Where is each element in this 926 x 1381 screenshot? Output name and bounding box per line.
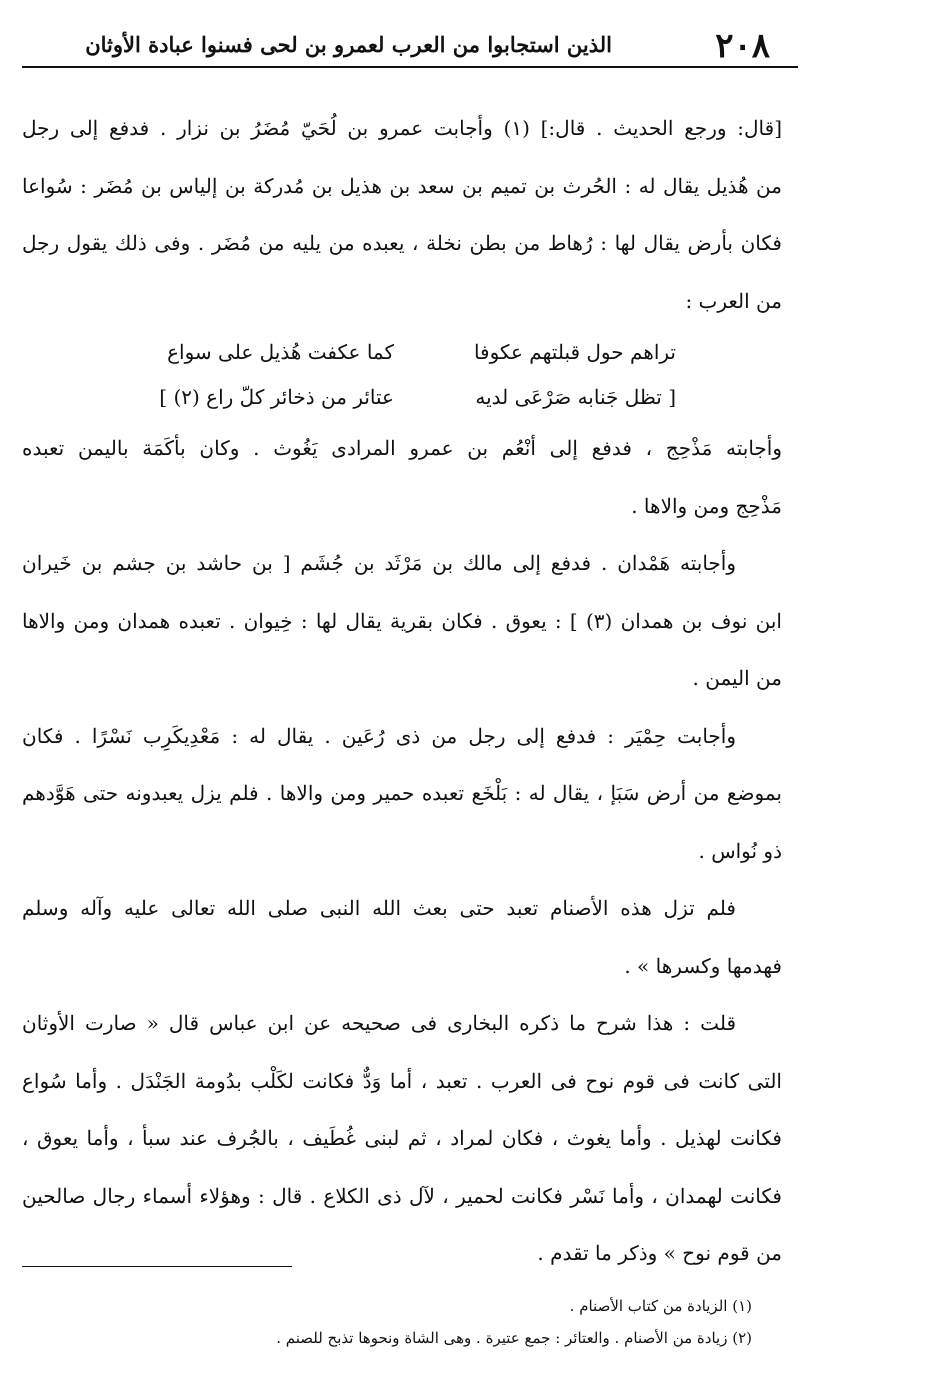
footnote-divider bbox=[22, 1266, 292, 1267]
page-header bbox=[22, 20, 798, 68]
text-line: قلت : هذا شرح ما ذكره البخارى فى صحيحه عن ابن عباس قال « صارت الأوثان bbox=[22, 1011, 736, 1035]
text-line: ذو نُواس . bbox=[698, 838, 782, 863]
footnotes bbox=[22, 1290, 782, 1354]
footnote: (١) الزيادة من كتاب الأصنام . bbox=[569, 1297, 752, 1315]
text-line: فلم تزل هذه الأصنام تعبد حتى بعث الله النبى صلى الله تعالى عليه وآله وسلم bbox=[22, 896, 736, 920]
text-line: فكان بأرض يقال لها : رُهاط من بطن نخلة ، يعبده من يليه من مُضَر . وفى ذلك يقول رجل bbox=[22, 231, 782, 255]
text-line: فكانت لهمدان ، وأما نَسْر فكانت لحمير ، لآل ذى الكلاع . قال : وهؤلاء أسماء رجال صالحين bbox=[22, 1183, 782, 1208]
text-line: وأجابت حِمْيَر : فدفع إلى رجل من ذى رُعَين . يقال له : مَعْدِيكَرِب نَسْرًا . فكان bbox=[22, 723, 736, 748]
poem-verse bbox=[22, 375, 782, 420]
footnote: (٢) زيادة من الأصنام . والعتائر : جمع عتيرة . وهى الشاة ونحوها تذبح للصنم . bbox=[276, 1329, 752, 1347]
text-line: من اليمن . bbox=[692, 666, 782, 690]
text-line: من قوم نوح » وذكر ما تقدم . bbox=[537, 1241, 782, 1265]
text-line: وأجابته مَذْحِج ، فدفع إلى أنْعُم بن عمرو المرادى يَغُوث . وكان بأكَمَة باليمن تعبده bbox=[22, 436, 782, 460]
verse-first-hemistich: تراهم حول قبلتهم عكوفا bbox=[473, 340, 676, 364]
running-title: الذين استجابوا من العرب لعمرو بن لحى فسنوا عبادة الأوثان bbox=[85, 32, 612, 57]
text-line: ابن نوف بن همدان (٣) ] : يعوق . فكان بقرية يقال لها : خِيوان . تعبده همدان ومن والاها bbox=[22, 608, 782, 633]
text-line: التى كانت فى قوم نوح فى العرب . تعبد ، أما وَدٌّ فكانت لكَلْب بدُومة الجَنْدَل . وأما سُواع bbox=[22, 1068, 782, 1093]
text-line: من العرب : bbox=[685, 288, 782, 313]
verse-second-hemistich: كما عكفت هُذيل على سواع bbox=[167, 340, 394, 364]
text-line: [قال: ورجع الحديث . قال:] (١) وأجابت عمرو بن لُحَيّ مُضَرُ بن نزار . فدفع إلى رجل bbox=[22, 116, 782, 140]
text-line: فهدمها وكسرها » . bbox=[624, 953, 782, 978]
text-line: وأجابته هَمْدان . فدفع إلى مالك بن مَرْثَد بن جُشَم [ بن حاشد بن جشم بن خَيران bbox=[22, 551, 736, 575]
poem-verse bbox=[22, 330, 782, 375]
verse-first-hemistich: [ تظل جَنابه صَرْعَى لديه bbox=[475, 385, 676, 409]
verse-second-hemistich: عتائر من ذخائر كلّ راع (٢) ] bbox=[159, 385, 394, 409]
text-line: مَذْحِج ومن والاها . bbox=[631, 493, 782, 518]
page-number: ٢٠٨ bbox=[715, 26, 770, 66]
body-text bbox=[22, 100, 782, 1283]
text-line: بموضع من أرض سَبَإ ، يقال له : بَلْخَع تعبده حمير ومن والاها . فلم يزل يعبدونه حتى هَوَّدهم bbox=[22, 781, 782, 805]
text-line: فكانت لهذيل . وأما يغوث ، فكان لمراد ، ثم لبنى غُطَيف ، بالجُرف عند سبأ ، وأما يعوق ، bbox=[22, 1126, 782, 1150]
text-line: من هُذيل يقال له : الحُرث بن تميم بن سعد بن هذيل بن مُدركة بن إلياس بن مُضَر : سُواعا bbox=[22, 173, 782, 198]
